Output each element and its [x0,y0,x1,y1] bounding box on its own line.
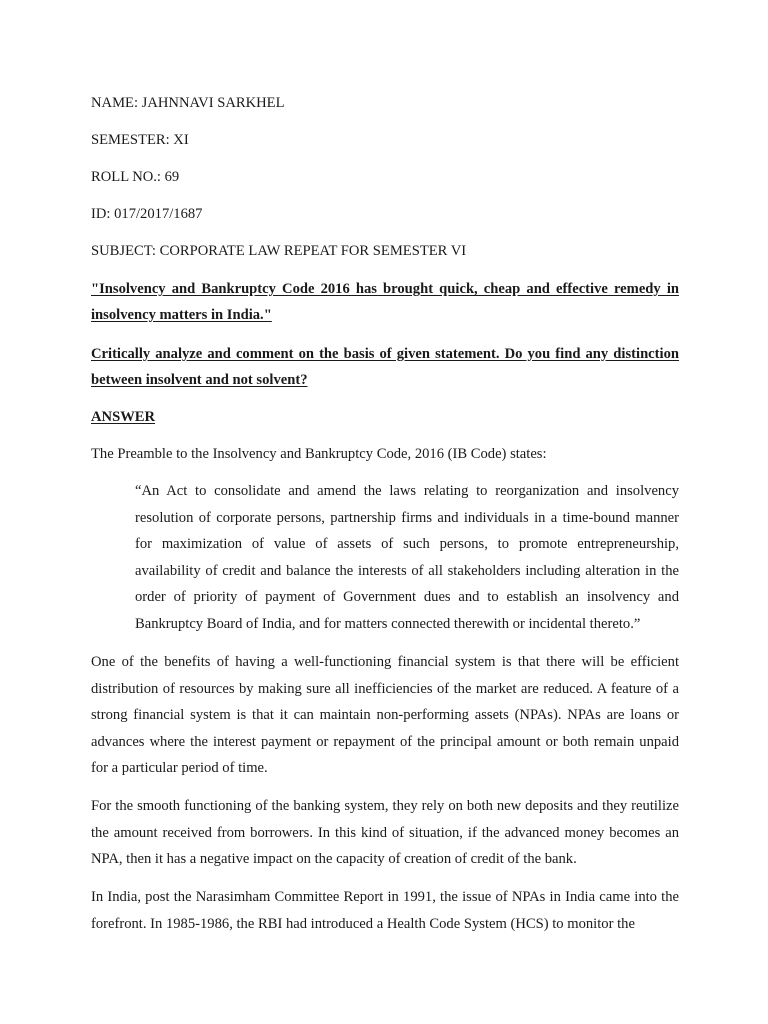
id-line: ID: 017/2017/1687 [91,206,203,222]
student-name: NAME: JAHNNAVI SARKHEL [91,95,285,111]
answer-heading: ANSWER [91,409,156,425]
question-task: Critically analyze and comment on the basis of given statement. Do you find any distinction between insolvent and not solvent? [91,346,679,388]
paragraph-npa-history: In India, post the Narasimham Committee Report in 1991, the issue of NPAs in India came into the forefront. In 1985-1986, the RBI had introduced a Health Code System (HCS) to monitor the [91,889,679,932]
question-statement: "Insolvency and Bankruptcy Code 2016 has brought quick, cheap and effective remedy in insolvency matters in India." [91,281,679,323]
paragraph-financial-system: One of the benefits of having a well-functioning financial system is that there will be efficient distribution of resources by making sure all inefficiencies of the market are reduced. A feature of a strong financial system is that it can maintain non-performing assets (NPAs). NPAs are loans or advances where the interest payment or repayment of the principal amount or both remain unpaid for a particular period of time. [91,654,679,776]
preamble-quote: “An Act to consolidate and amend the laws relating to reorganization and insolvency resolution of corporate persons, partnership firms and individuals in a time-bound manner for maximization of value of assets of such persons, to promote entrepreneurship, availability of credit and balance the interests of all stakeholders including alteration in the order of priority of payment of Government dues and to establish an insolvency and Bankruptcy Board of India, and for matters connected therewith or incidental thereto.” [135,483,679,632]
semester-line: SEMESTER: XI [91,132,189,148]
paragraph-banking-system: For the smooth functioning of the banking system, they rely on both new deposits and they reutilize the amount received from borrowers. In this kind of situation, if the advanced money becomes an NPA, then it has a negative impact on the capacity of creation of credit of the bank. [91,798,679,867]
answer-intro: The Preamble to the Insolvency and Bankruptcy Code, 2016 (IB Code) states: [91,446,547,462]
subject-line: SUBJECT: CORPORATE LAW REPEAT FOR SEMESTER VI [91,243,467,259]
roll-number-line: ROLL NO.: 69 [91,169,180,185]
